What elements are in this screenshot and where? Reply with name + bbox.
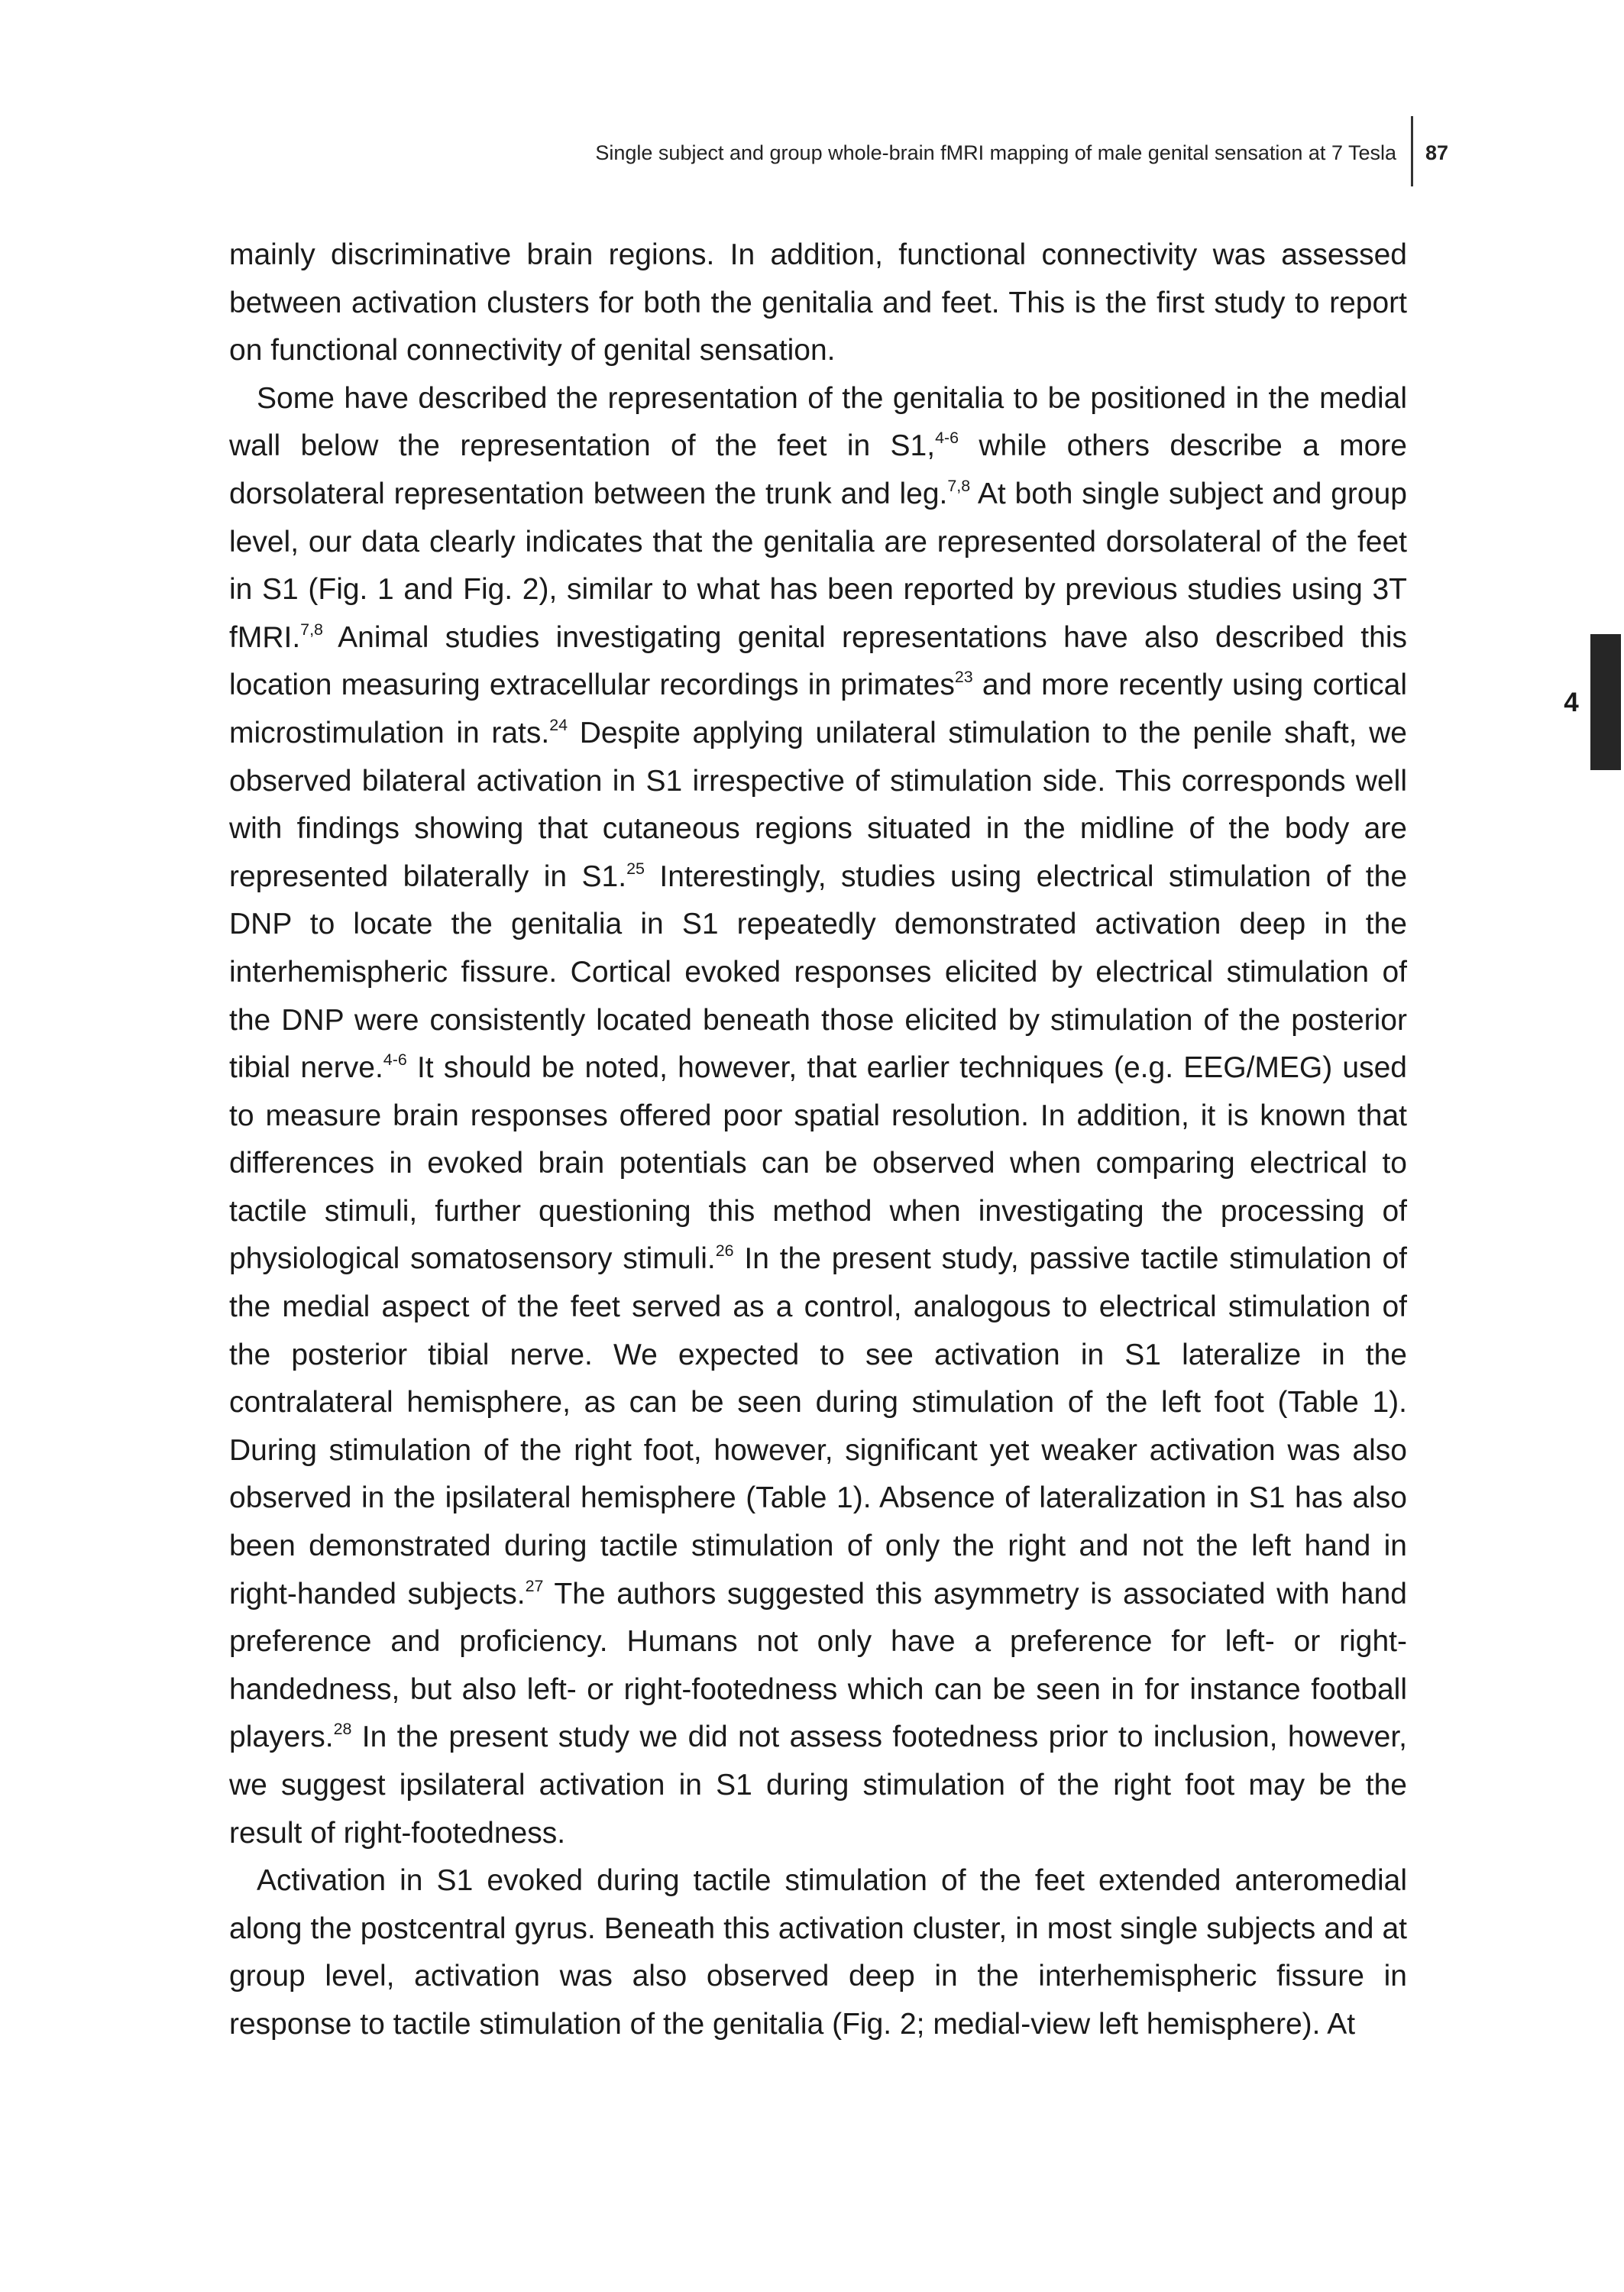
text-run: mainly discriminative brain regions. In addition, functional connectivity was assessed between activation clusters for both the genitalia and feet. This is the first study to report on functional connectivity of genital sensation. xyxy=(229,238,1407,367)
citation-superscript: 25 xyxy=(626,859,645,878)
citation-superscript: 26 xyxy=(715,1242,734,1261)
citation-superscript: 28 xyxy=(333,1720,352,1739)
text-run: At both single subject and group level, our data clearly indicates that the genitalia are represented dorsolateral of the feet in S1 (Fig. 1 and Fig. 2), similar to what has been reported by previous studies using 3T fMRI. xyxy=(229,477,1407,654)
citation-superscript: 4-6 xyxy=(383,1050,407,1070)
text-run: Some have described the representation of the genitalia to be positioned in the medial wall below the representation of the feet in S1, xyxy=(229,381,1407,463)
citation-superscript: 4-6 xyxy=(935,429,959,448)
citation-superscript: 7,8 xyxy=(947,476,971,495)
chapter-number: 4 xyxy=(1564,688,1579,717)
text-run: Activation in S1 evoked during tactile stimulation of the feet extended anteromedial along the postcentral gyrus. Beneath this activation cluster, in most single subjects and at group level, activation was also observed deep in the interhemispheric fissure in response to tactile stimulation of the genitalia (Fig. 2; medial-view left hemisphere). At xyxy=(229,1864,1407,2041)
paragraph-p1 xyxy=(229,231,1407,375)
text-run: Interestingly, studies using electrical stimulation of the DNP to locate the genitalia in S1 repeatedly demonstrated activation deep in the interhemispheric fissure. Cortical evoked responses elicited by electrical stimulation of the DNP were consistently located beneath those elicited by stimulation of the posterior tibial nerve. xyxy=(229,860,1408,1085)
chapter-thumb-tab xyxy=(1590,634,1621,770)
text-run: while others describe a more dorsolateral representation between the trunk and leg. xyxy=(229,429,1407,510)
page-number: 87 xyxy=(1425,141,1449,164)
paragraph-p2 xyxy=(229,375,1407,1857)
text-run: Despite applying unilateral stimulation to the penile shaft, we observed bilateral activation in S1 irrespective of stimulation side. This corresponds well with findings showing that cutaneous regions situated in the midline of the body are represented bilaterally in S1. xyxy=(229,716,1407,893)
running-title: Single subject and group whole-brain fMRI mapping of male genital sensation at 7 Tesla xyxy=(595,141,1396,164)
citation-superscript: 7,8 xyxy=(300,620,323,639)
text-run: The authors suggested this asymmetry is associated with hand preference and proficiency. Humans not only have a preference for left- or right-handedness, but also left- or right-footedness which can be seen in for instance football players. xyxy=(229,1577,1407,1754)
text-run: In the present study we did not assess footedness prior to inclusion, however, we suggest ipsilateral activation in S1 during stimulation of the right foot may be the result of right-footedness. xyxy=(229,1721,1407,1850)
citation-superscript: 24 xyxy=(549,715,568,734)
text-run: In the present study, passive tactile stimulation of the medial aspect of the feet served as a control, analogous to electrical stimulation of the posterior tibial nerve. We expected to see activation in S1 lateralize in the contralateral hemisphere, as can be seen during stimulation of the left foot (Table 1). During stimulation of the right foot, however, significant yet weaker activation was also observed in the ipsilateral hemisphere (Table 1). Absence of lateralization in S1 has also been demonstrated during tactile stimulation of only the right and not the left hand in right-handed subjects. xyxy=(229,1242,1408,1611)
text-run: Animal studies investigating genital representations have also described this location measuring extracellular recordings in primates xyxy=(229,620,1407,702)
header-divider xyxy=(1411,116,1413,186)
citation-superscript: 27 xyxy=(525,1576,544,1595)
citation-superscript: 23 xyxy=(954,668,973,687)
body-text xyxy=(229,231,1407,2049)
paragraph-p3 xyxy=(229,1857,1407,2048)
text-run: It should be noted, however, that earlier techniques (e.g. EEG/MEG) used to measure brain responses offered poor spatial resolution. In addition, it is known that differences in evoked brain potentials can be observed when comparing electrical to tactile stimuli, further questioning this method when investigating the processing of physiological somatosensory stimuli. xyxy=(229,1051,1408,1276)
text-run: and more recently using cortical microstimulation in rats. xyxy=(229,668,1407,749)
